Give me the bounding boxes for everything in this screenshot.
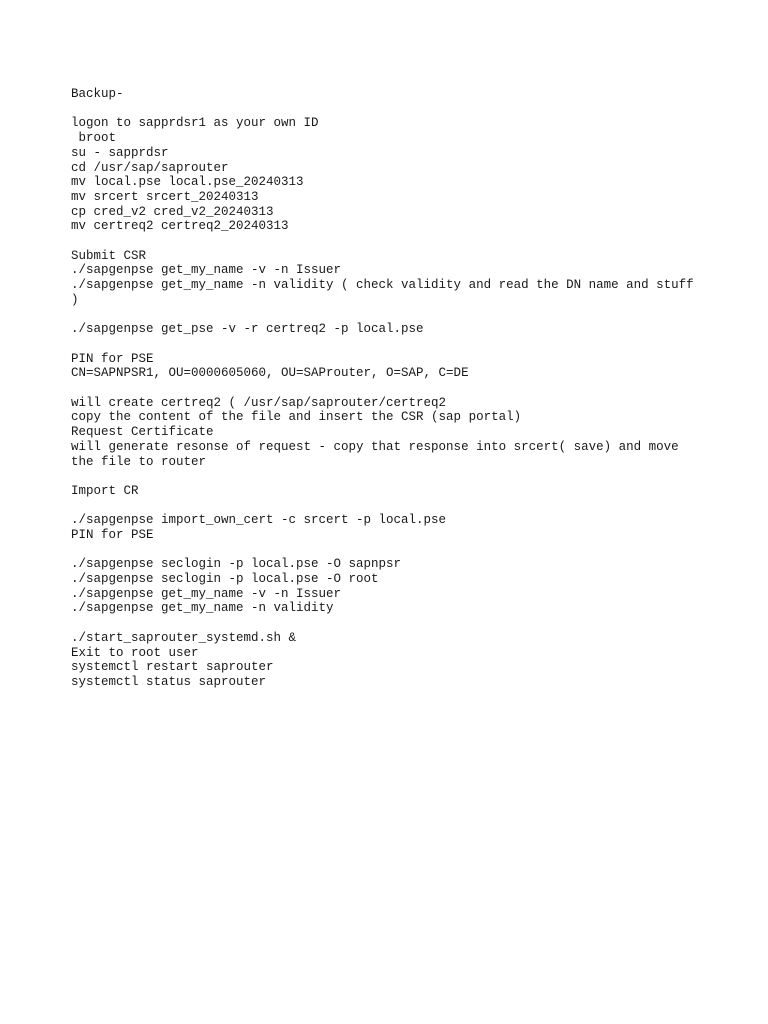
section-heading: Import CR bbox=[71, 483, 139, 498]
text-line: copy the content of the file and insert the CSR (sap portal) bbox=[71, 410, 522, 425]
command-line: ./start_saprouter_systemd.sh & bbox=[71, 630, 297, 645]
text-line: PIN for PSE bbox=[71, 527, 154, 542]
command-line: cd /usr/sap/saprouter bbox=[71, 160, 229, 175]
blank-line bbox=[71, 381, 711, 396]
text-line: logon to sapprdsr1 as your own ID bbox=[71, 116, 319, 131]
text-line: Request Certificate bbox=[71, 425, 214, 440]
text-line: the file to router bbox=[71, 454, 207, 469]
command-line: ./sapgenpse get_my_name -n validity ( check validity and read the DN name and stuff bbox=[71, 278, 694, 293]
command-line: mv local.pse local.pse_20240313 bbox=[71, 175, 304, 190]
command-line: ./sapgenpse seclogin -p local.pse -O sapnpsr bbox=[71, 557, 402, 572]
text-line: CN=SAPNPSR1, OU=0000605060, OU=SAProuter, O=SAP, C=DE bbox=[71, 366, 469, 381]
command-line: ./sapgenpse get_my_name -n validity bbox=[71, 601, 334, 616]
text-line: Exit to root user bbox=[71, 645, 199, 660]
blank-line bbox=[71, 337, 711, 352]
command-line: ./sapgenpse get_my_name -v -n Issuer bbox=[71, 263, 342, 278]
command-line: su - sapprdsr bbox=[71, 145, 169, 160]
blank-line bbox=[71, 102, 711, 117]
section-heading: Submit CSR bbox=[71, 248, 147, 263]
command-line: mv srcert srcert_20240313 bbox=[71, 189, 259, 204]
text-line: broot bbox=[71, 131, 117, 146]
text-line: PIN for PSE bbox=[71, 351, 154, 366]
command-line: ./sapgenpse get_my_name -v -n Issuer bbox=[71, 586, 342, 601]
blank-line bbox=[71, 469, 711, 484]
text-line: ) bbox=[71, 292, 79, 307]
text-line: will generate resonse of request - copy that response into srcert( save) and move bbox=[71, 439, 679, 454]
command-line: cp cred_v2 cred_v2_20240313 bbox=[71, 204, 274, 219]
command-line: systemctl restart saprouter bbox=[71, 660, 274, 675]
text-line: Backup- bbox=[71, 87, 124, 101]
command-line: ./sapgenpse import_own_cert -c srcert -p local.pse bbox=[71, 513, 447, 528]
command-line: mv certreq2 certreq2_20240313 bbox=[71, 219, 289, 234]
command-line: systemctl status saprouter bbox=[71, 674, 267, 689]
document-body bbox=[71, 87, 711, 690]
blank-line bbox=[71, 308, 711, 323]
command-line: ./sapgenpse seclogin -p local.pse -O root bbox=[71, 572, 379, 587]
blank-line bbox=[71, 543, 711, 558]
blank-line bbox=[71, 499, 711, 514]
blank-line bbox=[71, 234, 711, 249]
command-line: ./sapgenpse get_pse -v -r certreq2 -p local.pse bbox=[71, 322, 424, 337]
blank-line bbox=[71, 616, 711, 631]
text-line: will create certreq2 ( /usr/sap/saprouter/certreq2 bbox=[71, 395, 447, 410]
